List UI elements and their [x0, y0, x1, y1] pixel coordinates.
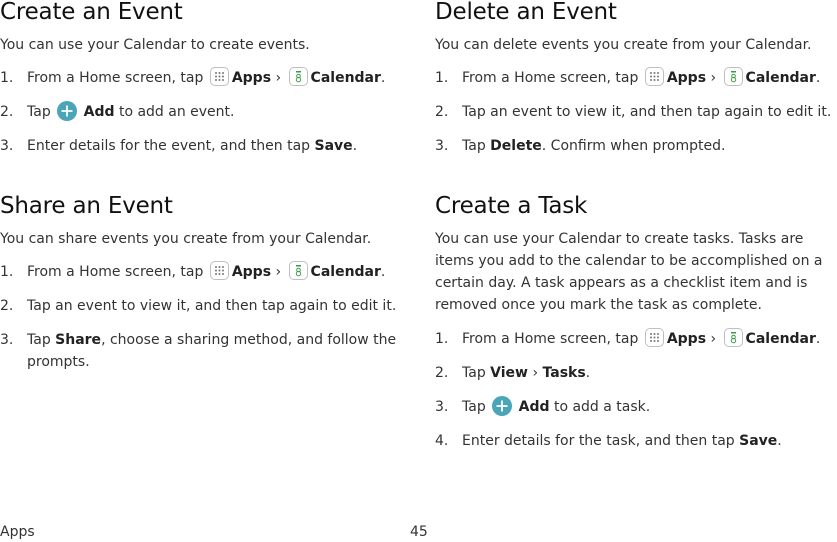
section-delete-event — [435, 0, 837, 157]
add-plus-icon — [492, 396, 512, 416]
step-create-event-1: 1. From a Home screen, tap Apps › Calendar. — [0, 67, 410, 89]
section-share-event — [0, 194, 410, 373]
apps-grid-icon — [210, 261, 229, 280]
heading-delete-event: Delete an Event — [435, 0, 617, 25]
heading-create-task: Create a Task — [435, 193, 588, 219]
footer-section-label: Apps — [0, 524, 35, 540]
apps-grid-icon — [210, 67, 229, 86]
step-delete-event-1: 1. From a Home screen, tap Apps › Calendar. — [435, 67, 837, 89]
step-share-event-2: 2. Tap an event to view it, and then tap again to edit it. — [0, 298, 397, 314]
intro-delete-event: You can delete events you create from your Calendar. — [435, 37, 812, 53]
section-create-event — [0, 0, 410, 157]
step-share-event-3: 3. Tap Share, choose a sharing method, and follow the prompts. — [0, 332, 397, 370]
steps-create-task — [435, 328, 837, 452]
steps-share-event — [0, 261, 410, 373]
step-create-event-2: 2. Tap Add to add an event. — [0, 101, 410, 123]
steps-create-event — [0, 67, 410, 157]
step-create-event-3: 3. Enter details for the event, and then tap Save. — [0, 138, 358, 154]
section-create-task — [435, 194, 837, 452]
intro-create-task: You can use your Calendar to create tasks. Tasks are items you add to the calendar to be accomplished on a certain day. A task appears as a checklist item and is removed once you mark the task as complete. — [435, 231, 823, 313]
step-share-event-1: 1. From a Home screen, tap Apps › Calendar. — [0, 261, 410, 283]
step-create-task-3: 3. Tap Add to add a task. — [435, 396, 837, 418]
apps-grid-icon — [645, 328, 664, 347]
heading-create-event: Create an Event — [0, 0, 183, 25]
steps-delete-event — [435, 67, 837, 157]
step-create-task-4: 4. Enter details for the task, and then tap Save. — [435, 433, 782, 449]
step-delete-event-3: 3. Tap Delete. Confirm when prompted. — [435, 138, 726, 154]
apps-grid-icon — [645, 67, 664, 86]
intro-create-event: You can use your Calendar to create events. — [0, 37, 310, 53]
step-create-task-2: 2. Tap View › Tasks. — [435, 365, 591, 381]
calendar-app-icon — [289, 261, 308, 280]
intro-share-event: You can share events you create from your Calendar. — [0, 231, 372, 247]
calendar-app-icon — [724, 67, 743, 86]
step-delete-event-2: 2. Tap an event to view it, and then tap again to edit it. — [435, 104, 832, 120]
calendar-app-icon — [289, 67, 308, 86]
heading-share-event: Share an Event — [0, 193, 173, 219]
step-create-task-1: 1. From a Home screen, tap Apps › Calendar. — [435, 328, 837, 350]
calendar-app-icon — [724, 328, 743, 347]
page-number: 45 — [410, 524, 428, 540]
add-plus-icon — [57, 101, 77, 121]
